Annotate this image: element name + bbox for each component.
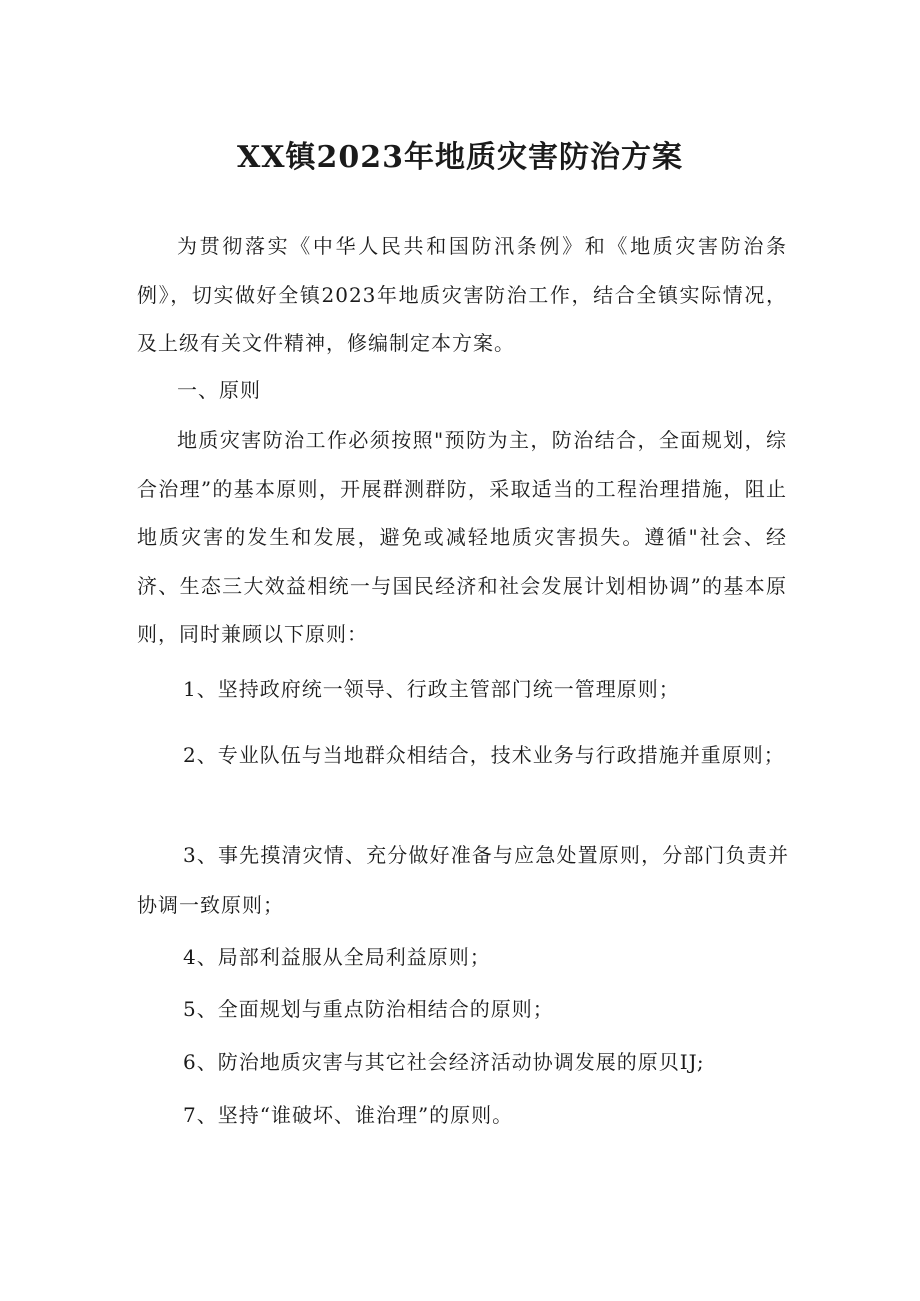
principle-item-2: 2、专业队伍与当地群众相结合，技术业务与行政措施并重原则； bbox=[183, 743, 785, 767]
intro-paragraph: 为贯彻落实《中华人民共和国防汛条例》和《地质灾害防治条例》，切实做好全镇2023年地质灾害防治工作，结合全镇实际情况，及上级有关文件精神，修编制定本方案。 bbox=[137, 234, 787, 355]
principle-item-6: 6、防治地质灾害与其它社会经济活动协调发展的原贝IJ; bbox=[183, 1050, 705, 1074]
principle-item-3: 3、事先摸清灾情、充分做好准备与应急处置原则，分部门负责并协调一致原则； bbox=[137, 843, 789, 917]
principles-paragraph: 地质灾害防治工作必须按照"预防为主，防治结合，全面规划，综合治理”的基本原则，开展群测群防，采取适当的工程治理措施，阻止地质灾害的发生和发展，避免或减轻地质灾害损失。遵循"社会、经济、生态三大效益相统一与国民经济和社会发展计划相协调”的基本原则，同时兼顾以下原则： bbox=[137, 428, 787, 646]
document-title: XX镇2023年地质灾害防治方案 bbox=[236, 140, 684, 175]
principle-item-1: 1、坚持政府统一领导、行政主管部门统一管理原则； bbox=[183, 677, 680, 701]
section-heading-principles: 一、原则 bbox=[177, 378, 261, 402]
principle-item-5: 5、全面规划与重点防治相结合的原则； bbox=[183, 997, 554, 1021]
principle-item-4: 4、局部利益服从全局利益原则； bbox=[183, 945, 491, 969]
principle-item-7: 7、坚持“谁破坏、谁治理”的原则。 bbox=[183, 1103, 514, 1127]
